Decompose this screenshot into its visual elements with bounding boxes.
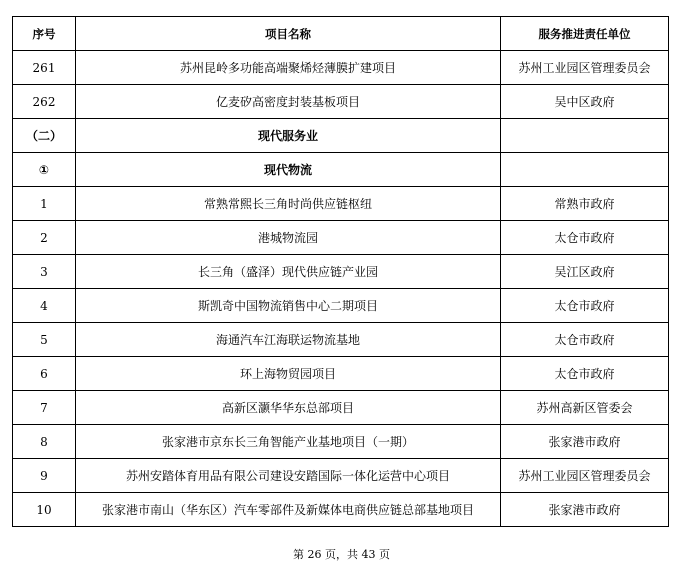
header-project-name: 项目名称: [76, 17, 501, 51]
table-row: [13, 255, 669, 289]
cell-responsible-unit: 太仓市政府: [501, 357, 669, 391]
cell-seq: 261: [13, 51, 76, 85]
cell-responsible-unit: 张家港市政府: [501, 425, 669, 459]
header-responsible-unit: 服务推进责任单位: [501, 17, 669, 51]
cell-seq: 6: [13, 357, 76, 391]
cell-responsible-unit: 吴中区政府: [501, 85, 669, 119]
cell-seq: 5: [13, 323, 76, 357]
cell-responsible-unit: [501, 119, 669, 153]
subsection-title: 现代物流: [76, 153, 501, 187]
table-row: [13, 289, 669, 323]
cell-project-name: 港城物流园: [76, 221, 501, 255]
table-header-row: [13, 17, 669, 51]
cell-responsible-unit: 苏州工业园区管理委员会: [501, 51, 669, 85]
project-table: [12, 16, 669, 527]
table-row: [13, 425, 669, 459]
page-footer: 第 26 页，共 43 页: [293, 548, 390, 561]
cell-seq: 10: [13, 493, 76, 527]
section-row: [13, 119, 669, 153]
cell-responsible-unit: 张家港市政府: [501, 493, 669, 527]
cell-responsible-unit: 吴江区政府: [501, 255, 669, 289]
cell-responsible-unit: 太仓市政府: [501, 221, 669, 255]
cell-project-name: 张家港市京东长三角智能产业基地项目（一期）: [76, 425, 501, 459]
cell-seq: 3: [13, 255, 76, 289]
table-row: [13, 51, 669, 85]
cell-responsible-unit: 苏州高新区管委会: [501, 391, 669, 425]
cell-responsible-unit: [501, 153, 669, 187]
cell-project-name: 高新区灏华华东总部项目: [76, 391, 501, 425]
cell-seq: 9: [13, 459, 76, 493]
cell-seq: 4: [13, 289, 76, 323]
cell-seq: 262: [13, 85, 76, 119]
subsection-row: [13, 153, 669, 187]
table-row: [13, 85, 669, 119]
section-seq: （二）: [13, 119, 76, 153]
cell-seq: 1: [13, 187, 76, 221]
table-row: [13, 221, 669, 255]
table-row: [13, 323, 669, 357]
cell-project-name: 环上海物贸园项目: [76, 357, 501, 391]
cell-project-name: 长三角（盛泽）现代供应链产业园: [76, 255, 501, 289]
cell-project-name: 苏州昆岭多功能高端聚烯烃薄膜扩建项目: [76, 51, 501, 85]
cell-project-name: 常熟常熙长三角时尚供应链枢纽: [76, 187, 501, 221]
section-title: 现代服务业: [76, 119, 501, 153]
cell-project-name: 苏州安踏体育用品有限公司建设安踏国际一体化运营中心项目: [76, 459, 501, 493]
header-seq: 序号: [13, 17, 76, 51]
cell-seq: 8: [13, 425, 76, 459]
table-row: [13, 187, 669, 221]
cell-project-name: 亿麦矽高密度封装基板项目: [76, 85, 501, 119]
table-row: [13, 391, 669, 425]
cell-project-name: 斯凯奇中国物流销售中心二期项目: [76, 289, 501, 323]
cell-seq: 2: [13, 221, 76, 255]
cell-responsible-unit: 苏州工业园区管理委员会: [501, 459, 669, 493]
table-row: [13, 357, 669, 391]
cell-project-name: 海通汽车江海联运物流基地: [76, 323, 501, 357]
table-row: [13, 493, 669, 527]
cell-responsible-unit: 太仓市政府: [501, 323, 669, 357]
cell-project-name: 张家港市南山（华东区）汽车零部件及新媒体电商供应链总部基地项目: [76, 493, 501, 527]
cell-responsible-unit: 常熟市政府: [501, 187, 669, 221]
table-row: [13, 459, 669, 493]
subsection-seq: ①: [13, 153, 76, 187]
cell-responsible-unit: 太仓市政府: [501, 289, 669, 323]
cell-seq: 7: [13, 391, 76, 425]
